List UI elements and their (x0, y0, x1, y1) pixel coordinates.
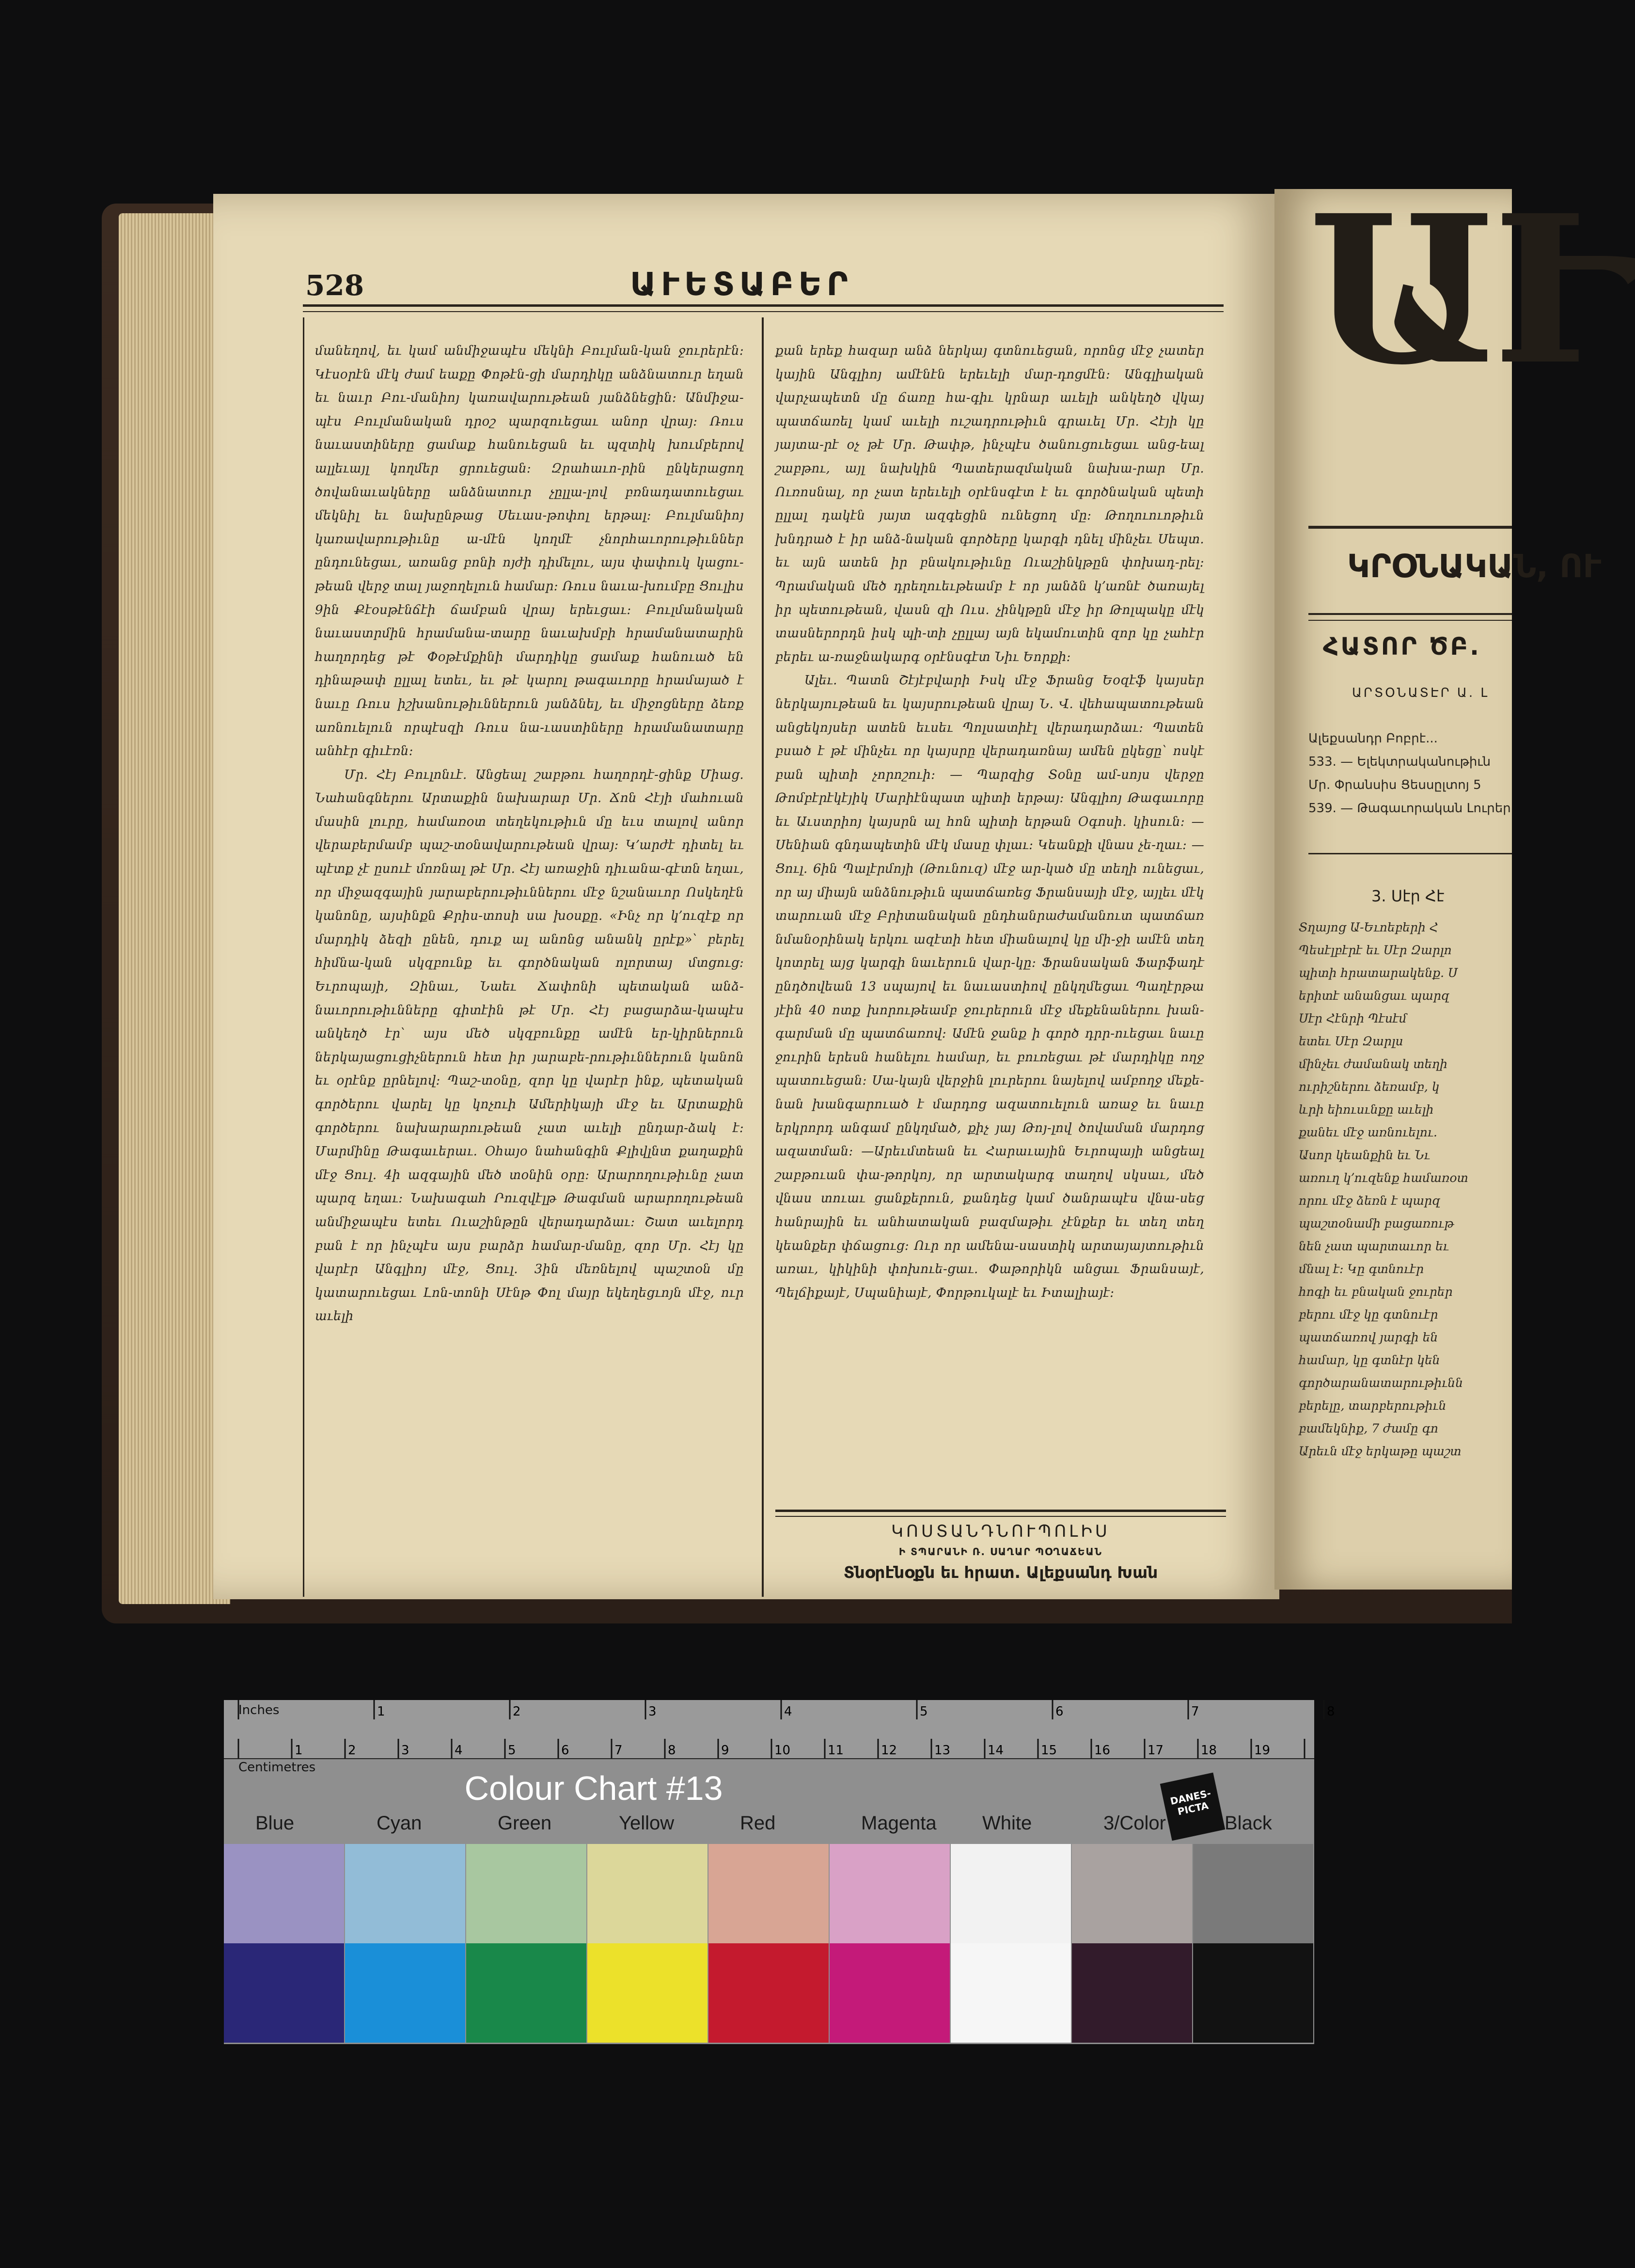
text-column-left (315, 339, 744, 1590)
ruler-cm-number: 19 (1254, 1743, 1271, 1758)
swatch-label: Blue (255, 1812, 295, 1834)
swatch-label: Yellow (619, 1812, 675, 1834)
volume-label: ՀԱՏՈՐ ԾԲ. (1323, 632, 1481, 661)
swatch-labels (224, 1812, 1314, 1842)
swatch-tint (1072, 1844, 1192, 1943)
body-line: Պեսէլբէրէ եւ Սէր Զարլո (1299, 943, 1452, 957)
ruler-cm-number: 1 (295, 1743, 303, 1758)
swatch-tint (224, 1844, 344, 1943)
swatch-solid (1072, 1943, 1192, 2043)
ruler-cm-number: 2 (348, 1743, 356, 1758)
swatch-solid (224, 1943, 344, 2043)
ruler-inch-number: 2 (513, 1704, 521, 1719)
body-line: գործարանատարութիւնն (1299, 1376, 1463, 1390)
swatch-label: Red (740, 1812, 776, 1834)
swatch-label: 3/Color (1103, 1812, 1166, 1834)
contents-list (1308, 727, 1512, 820)
swatch-tint (830, 1844, 950, 1943)
swatch-tint (466, 1844, 586, 1943)
swatch-tint (708, 1844, 829, 1943)
ruler-inches-label: Inches (238, 1703, 280, 1717)
swatch-solid (466, 1943, 586, 2043)
ruler-cm-number: 15 (1041, 1743, 1057, 1758)
ruler-inch-number: 1 (377, 1704, 385, 1719)
ruler-inch-number: 3 (648, 1704, 657, 1719)
ruler-cm-number: 4 (455, 1743, 463, 1758)
body-line: համար, կը գտնէր կեն (1299, 1353, 1440, 1367)
swatch-label: Black (1225, 1812, 1272, 1834)
contents-item: 539. — Թագաւորական Լուրեր (1308, 801, 1511, 816)
masthead-rule (1308, 526, 1512, 529)
ruler-cm-number: 10 (774, 1743, 791, 1758)
body-line: քանեւ մէջ առնուելու. (1299, 1125, 1437, 1139)
swatch-solid (1193, 1943, 1313, 2043)
imprint-rule (775, 1510, 1226, 1517)
body-line: բերելը, տարբերութիւն (1299, 1399, 1446, 1413)
body-line: նեն չատ պարտաւոր եւ (1299, 1239, 1449, 1253)
ruler-cm-number: 14 (988, 1743, 1004, 1758)
swatch-label: White (982, 1812, 1032, 1834)
masthead-title: ԱՒ (1308, 171, 1635, 410)
swatch-solid (708, 1943, 829, 2043)
ruler-cm-number: 7 (614, 1743, 623, 1758)
ruler-cm-number: 18 (1201, 1743, 1217, 1758)
swatch-tint (1193, 1844, 1313, 1943)
swatch-label: Cyan (377, 1812, 422, 1834)
body-line: բերու մէջ կը գտնուէր (1299, 1307, 1438, 1322)
swatch-tint (345, 1844, 465, 1943)
paragraph: Ալեւ. Պատն Շէյէբվարի Իսկ մէջ Ֆրանց Եօզէֆ կայսեր ներկայութեան եւ կայսրութեան վրայ Ն. Վ. վեհապատութեան անցեկոյսեր ատեն եւսեւ Պոլսատիէլ վերադարձաւ։ Պատեն բսած է թէ մինչեւ որ կայսրը վերադառնայ ամեն ըկեցը՝ ոսկէ բան պիտի չորոշուի։ — Պարզից Տօնը ամ-սոյս վերջը Թոմբէրէկէյիկ Մարիէնպատ պիտի երթայ։ Անգլիոյ Թագաւորը եւ Աւստրիոյ կայսրն ալ հոն պիտի երթան Օգոսի. կիսուն։ —Սենիան գնդապետին մէկ մասը փլաւ։ Կեանքի վնաս չե-ղաւ։ —Ցուլ. 6ին Պալէրմոյի (Թունուզ) մէջ ար-կած մը տեղի ունեցաւ, որ այ միայն անձնութիւն պատճառեց Ֆրանսայի մէջ, այլեւ մէկ տարուան մէջ Բրիտանական ընդհանրաժամանուտ պատճառ նմանօրինակ երկու ազէտի հետ միանալով կը մի-ջի ամէն տեղ կոտրել այց կարգի նաւերուն վար-կը։ Ֆրանսական Ֆարֆադէ ընդծովեան 13 սպայով եւ նաւաստիով ընկղմեցաւ Պաղէրթա յէին 40 ոտք խորութեամբ ջուրերուն մէջ մեքենաներու խան-գարման մը պատճառով։ Ամէն ջանք ի գործ դրր-ուեցաւ նաւը ջուրին երեսն հանելու համար, եւ բուռեցաւ թէ մարդիկը ողջ պատուեցան։ Սա-կայն վերջին լուրերու նայելով ամբողջ մեքե-նան խանգարուած է մարդոց ազատուելուն առաջ եւ նաւը երկրորդ անգամ ընկղմած, քիչ յայ Թոյ-լով ծովաման մարդոց ազատման։ —Արեւմտեան եւ Հարաւային Եւրոպայի անցեալ շաբթուան փա-թորկոյ, որ արտակարգ տաղով սկսաւ, մեծ վնաս տուաւ ցանքերուն, քանդեց կամ ծանրապէս վնա-սեց հանրային եւ անհատական բազմաթիւ չէնքեր եւ տեղ տեղ կեանքեր փճացուց։ Ուր որ ամենա-սաստիկ արտայայտութիւն առաւ, կիկինի փոխուե-ցաւ. Փաթորիկն անցաւ Ֆրանսայէ, Պելճիքայէ, Սպանիայէ, Փորթուկալէ եւ Իտալիայէ։ (775, 673, 1204, 1300)
imprint-editor: Տնօրէնօքն եւ հրատ. Ալեքսանդ Խան (843, 1563, 1158, 1582)
body-line: ուրիշներու ձեռամբ, կ (1299, 1080, 1440, 1094)
masthead-subtitle: ԿՐՕՆԱԿԱՆ, ՈՒ (1347, 548, 1602, 585)
swatch-solid (951, 1943, 1071, 2043)
colour-chart-title: Colour Chart #13 (464, 1769, 723, 1807)
ruler-cm-number: 13 (934, 1743, 951, 1758)
imprint-city: ԿՈՍՏԱՆԴՆՈՒՊՈԼԻՍ (891, 1522, 1110, 1541)
ruler-inch-number: 5 (920, 1704, 928, 1719)
body-line: առուղ կ՚ուզենք համառօտ (1299, 1171, 1468, 1185)
ruler-inch-number: 7 (1191, 1704, 1199, 1719)
owner-label: ԱՐՏՕՆԱՏԷՐ Ա. Լ (1352, 686, 1490, 700)
body-line: ևրի եիուսւնքը աւելի (1299, 1102, 1434, 1117)
paragraph: քան երեք հազար անձ ներկայ գտնուեցան, որոնց մէջ չատեր կային Անգլիոյ ամէնէն երեւելի մար-դոցմէն։ Անգլիական վարչապետն մը ճառը հա-գիւ կրնար աւելի անկեղծ վկայ պատճառել կամ աւելի ուշադրութիւն գրաւել Մր. Հէյի կը յայտա-րէ օչ թէ Մր. Թափթ, ինչպէս ծանուցուեցաւ անց-եալ շաբթու, այլ նախկին Պատերազմական նախա-րար Մր. Ուռոսնալ, որ չատ երեւելի օրէնսգէտ է եւ գործնական պետի ըլլալ դակէն յայտ ազգեցին ունեցող մը։ Թողուուոթիւն խնդրած է իր անձ-նական գործերը կարգի դնել մինչեւ Սեպտ. եւ այն ատեն իր բնակութիւնը Ուաշինկթըն փոխադ-րել։ Պրամական մեծ դրեղուեւթեամբ է որ յանձն կ՚առնէ ծառայել իր պետութեան, վասն զի Ուս. չինկթըն մէջ իր Թոլպակը մէկ տասներորդն իսկ պի-տի չըլլայ այն եկամուտին զոր կը չահէր բերեւ ա-ռաջնակարգ օրէնսգէտ Նիւ Եորքի։ (775, 344, 1204, 664)
ruler-inch-number: 4 (784, 1704, 792, 1719)
column-rule-left (303, 317, 304, 1597)
body-line: Արեւն մէջ երկաթը պաշտ (1299, 1444, 1462, 1458)
body-line: մնալ է։ Կը գտնուէր (1299, 1262, 1424, 1276)
ruler-cm-number: 8 (668, 1743, 676, 1758)
body-line: պաշտօնամի բացառութ (1299, 1216, 1454, 1230)
ruler-cm-number: 9 (721, 1743, 729, 1758)
ruler-inch-number: 6 (1055, 1704, 1064, 1719)
contents-rule (1308, 853, 1512, 854)
body-line: մինչեւ ժամանակ տեղի (1299, 1057, 1447, 1071)
body-line: ետեւ Սէր Զարլս (1299, 1034, 1403, 1048)
swatch-tint (587, 1844, 707, 1943)
swatch-solid (345, 1943, 465, 2043)
swatch-solid (587, 1943, 707, 2043)
swatch-tint (951, 1844, 1071, 1943)
ruler (224, 1700, 1335, 1759)
contents-item: 533. — Ելեկտրականութիւն (1308, 755, 1491, 769)
ruler-cm-number: 5 (508, 1743, 516, 1758)
imprint-press: Ի ՏՊԱՐԱՆԻ Ռ. ՍԱՂԱՐ ՊՕՂԱՃԵԱՆ (898, 1546, 1103, 1558)
running-title: ԱՒԵՏԱԲԵՐ (630, 266, 853, 303)
swatch-label: Magenta (861, 1812, 937, 1834)
contents-item: Մր. Փրանսիս Ցեսսըլտոյ 5 (1308, 778, 1481, 792)
body-line: բամեկնիք, 7 ժամը գո (1299, 1421, 1439, 1435)
body-line: որու մէջ ձեռն է պարզ (1299, 1194, 1441, 1208)
ruler-cm-number: 12 (881, 1743, 897, 1758)
page-number: 528 (305, 269, 364, 302)
ruler-ticks (224, 1700, 1335, 1758)
right-page-body (1299, 916, 1512, 1570)
ruler-centimetres-label: Centimetres (238, 1760, 316, 1775)
body-line: Ասոր կեանքին եւ Նւ (1299, 1148, 1430, 1162)
header-rule (303, 304, 1224, 312)
paragraph: մանեղով, եւ կամ անմիջապէս մեկնի Բուլման-կան ջուրերէն։ Կէսօրէն մէկ ժամ եաքը Փոթէն-ցի մարդիկը անձնատուր եղան եւ նաւր Բու-մանիոյ կառավարութեան յանձնեցին։ Անմիջա-պէս Բուլմանական դրօշ պարզուեցաւ անոր վրայ։ Ռուս նաւաստիները ցամաք հանուեցան եւ պզտիկ խումբերով ալլեւայլ կողմեր ցրուեցան։ Զրահաւո-րին ընկերացող ծովանաւակները անձնատուր չըլլա-լով բռնադատուեցաւ մեկնիլ եւ նախընթաց Սեւաս-թոփոլ երթալ։ Բուլմանիոյ կառավարութիւնը ա-մէն կողմէ չնորհաւորութիւններ ընդունեցաւ, առանց բոնի ոյժի դիմելու, այս փափուկ կացու-թեան վերջ տալ յաջողելուն համար։ Ռուս նաւա-խումբը Ցուլիս 9ին Քէօսթէնճէի ճամբան վրայ երեւցաւ։ Բուլմանական նաւաստրմին հրամանա-տարը նաւախմբի հրամանատարին հաղորդեց թէ Փօթէմքինի մարդիկը ցամաք հանուած են դինաթափ ըլլալ ետեւ, եւ թէ կարոլ թագաւորը հրամայած է նաւը Ռուս իշխանութիւններուն յանձնել, եւ միջոցները ձեռք առնուելուն որպէսզի Ռուս նա-ւաստիները հրամանատարը անհէր գիւէռն։ (315, 344, 744, 759)
swatch-solid (830, 1943, 950, 2043)
ruler-inch-number: 8 (1327, 1704, 1335, 1719)
brand-logo: DANES-PICTA (1160, 1773, 1226, 1841)
body-line: Սէր Հէնրի Պէսէմ (1299, 1011, 1407, 1025)
paragraph: Մր. Հէյ Բուլոնւէ. Անցեալ շաբթու հաղորդէ-ցինք Միաց. Նահանգներու Արտաքին նախարար Մր. Ճոն Հէյի մահուան մասին լուրը, համառօտ տեղեկութիւն մը եւս տալով անոր վերաբերմամբ պաշ-տօնավարութեան վրայ։ Կ՚արժէ դիտել եւ պէտք չէ ըսուէ մոռնալ թէ Մր. Հէյ առաջին դիւանա-գէտն եղաւ, որ միջազգային յարաբերութիւններու մէջ նշանաւոր Ոսկեղէն կանոնը, այսինքն Քրիս-տոսի սա խօսքը. «Ինչ որ կ՚ուզէք որ մարդիկ ձեզի ընեն, դուք ալ անոնց անանկ ըրէք»՝ բերել հիմնա-կան սկզբունք եւ գործնական ոլորտայ մտցուց։ Եւրոպայի, Զինաւ, Նաեւ Ճափոնի պետական անձ-նաւորութիւնները գիտէին թէ Մր. Հէյ բացարձա-կապէս անկեղծ էր՝ այս մեծ սկզբունքը ամէն եր-կիրներուն ներկայացուցիչներուն հետ իր յարաբե-րութիւններուն կանոն եւ օրէնք ըրնելով։ Պաշ-տօնը, զոր կը վարէր ինք, պետական գործերու վարել կը կոչուի Ամերիկայի մէջ եւ Արտաքին գործերու նախարարութեան չատ աւելի ընդար-ձակ է։ Մարմինը Թագաւերաւ. Օհայօ նահանգին Քլիվլնտ քաղաքին մէջ Ցուլ. 4ի ազգային մեծ տօնին օրը։ Արարողութիւնը չատ պարզ եղաւ։ Նախագահ Րուզվէլթ Թագման արարողութեան անմիջապէս ետեւ Ուաշինթըն վերադարձաւ։ Շատ աւելորդ բան է որ ինչպէս այս բարձր համար-մանը, զոր Մր. Հէյ կը վարէր Անգլիոյ մէջ, Ցուլ. 3ին մեռնելով պաշտօն մը կատարուեցաւ Լոն-տոնի Սէնթ Փոլ մայր եկեղեցւոյն մէջ, ուր աւելի (315, 767, 744, 1324)
swatch-label: Green (498, 1812, 552, 1834)
body-line: Տղայոց Ա-Եւոեբերի Հ (1299, 920, 1438, 934)
body-line: հոգի եւ բնական ջուրեր (1299, 1285, 1453, 1299)
masthead-rule (1308, 613, 1512, 621)
body-line: պիտի հրատարակենք. Ս (1299, 966, 1458, 980)
body-line: պատճառով յարգի են (1299, 1330, 1438, 1344)
ruler-cm-number: 3 (401, 1743, 409, 1758)
ruler-cm-number: 16 (1094, 1743, 1111, 1758)
ruler-cm-number: 11 (828, 1743, 844, 1758)
section-heading: 3. Սէր Հէ (1371, 887, 1445, 905)
body-line: երիտէ անանցաւ պարզ (1299, 989, 1450, 1003)
contents-item: Ալեքսանդր Բոբրէ... (1308, 731, 1438, 746)
column-rule-middle (762, 317, 764, 1597)
ruler-cm-number: 6 (561, 1743, 569, 1758)
text-column-right (775, 339, 1204, 1527)
ruler-cm-number: 17 (1148, 1743, 1164, 1758)
